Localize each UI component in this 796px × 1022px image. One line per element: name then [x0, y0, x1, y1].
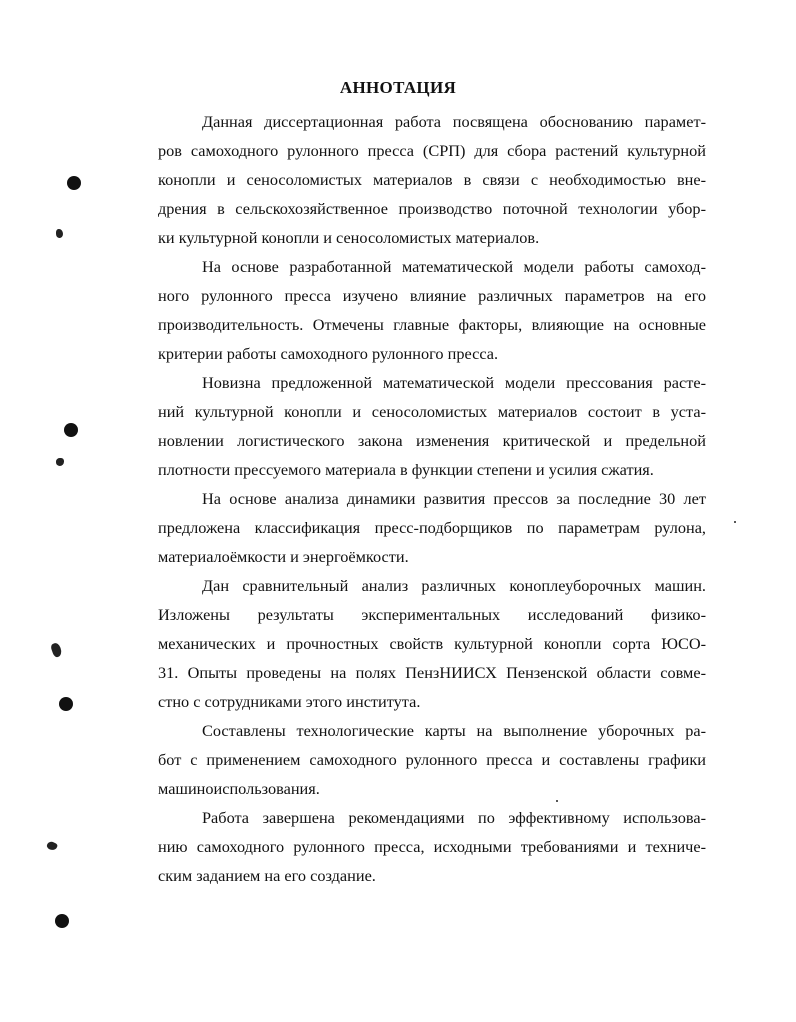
text-line: критерии работы самоходного рулонного пресса. — [158, 344, 499, 363]
scan-speck — [56, 229, 63, 238]
paragraph — [158, 803, 706, 890]
text-line: ного рулонного пресса изучено влияние различных параметров на его — [158, 286, 706, 305]
scan-speck — [50, 642, 63, 658]
binder-hole-mark — [67, 176, 81, 190]
paragraph — [158, 716, 706, 803]
paragraph — [158, 252, 706, 368]
scan-speck — [734, 521, 736, 523]
text-line: На основе анализа динамики развития прессов за последние 30 лет — [202, 489, 706, 508]
text-line: предложена классификация пресс-подборщиков по параметрам рулона, — [158, 518, 706, 537]
text-line: материалоёмкости и энергоёмкости. — [158, 547, 409, 566]
text-line: производительность. Отмечены главные факторы, влияющие на основные — [158, 315, 706, 334]
text-line: механических и прочностных свойств культурной конопли сорта ЮСО- — [158, 634, 706, 653]
page-title: АННОТАЦИЯ — [339, 78, 457, 97]
text-line: 31. Опыты проведены на полях ПензНИИСХ Пензенской области совме- — [158, 663, 706, 682]
text-line: Данная диссертационная работа посвящена обоснованию парамет- — [202, 112, 706, 131]
binder-hole-mark — [55, 914, 69, 928]
text-line: Изложены результаты экспериментальных исследований физико- — [158, 605, 706, 624]
annotation-text — [158, 107, 706, 890]
text-line: ний культурной конопли и сеносоломистых материалов состоит в уста- — [158, 402, 706, 421]
binder-hole-mark — [64, 423, 78, 437]
text-line: ров самоходного рулонного пресса (СРП) для сбора растений культурной — [158, 141, 706, 160]
text-line: Составлены технологические карты на выполнение уборочных ра- — [202, 721, 706, 740]
text-line: нию самоходного рулонного пресса, исходными требованиями и техниче- — [158, 837, 706, 856]
text-line: Дан сравнительный анализ различных коноплеуборочных машин. — [202, 576, 706, 595]
text-line: новлении логистического закона изменения критической и предельной — [158, 431, 706, 450]
text-line: стно с сотрудниками этого института. — [158, 692, 421, 711]
scan-speck — [56, 458, 64, 466]
scan-speck — [556, 800, 558, 802]
text-line: ки культурной конопли и сеносоломистых материалов. — [158, 228, 540, 247]
binder-hole-mark — [59, 697, 73, 711]
paragraph — [158, 484, 706, 571]
paragraph — [158, 368, 706, 484]
text-line: Новизна предложенной математической модели прессования расте- — [202, 373, 706, 392]
text-line: Работа завершена рекомендациями по эффективному использова- — [202, 808, 706, 827]
text-line: бот с применением самоходного рулонного пресса и составлены графики — [158, 750, 706, 769]
text-line: конопли и сеносоломистых материалов в связи с необходимостью вне- — [158, 170, 706, 189]
text-line: машиноиспользования. — [158, 779, 320, 798]
paragraph — [158, 107, 706, 252]
text-line: плотности прессуемого материала в функции степени и усилия сжатия. — [158, 460, 654, 479]
text-line: ским заданием на его создание. — [158, 866, 376, 885]
scan-speck — [46, 840, 58, 851]
paragraph — [158, 571, 706, 716]
text-line: На основе разработанной математической модели работы самоход- — [202, 257, 706, 276]
text-line: дрения в сельскохозяйственное производство поточной технологии убор- — [158, 199, 706, 218]
